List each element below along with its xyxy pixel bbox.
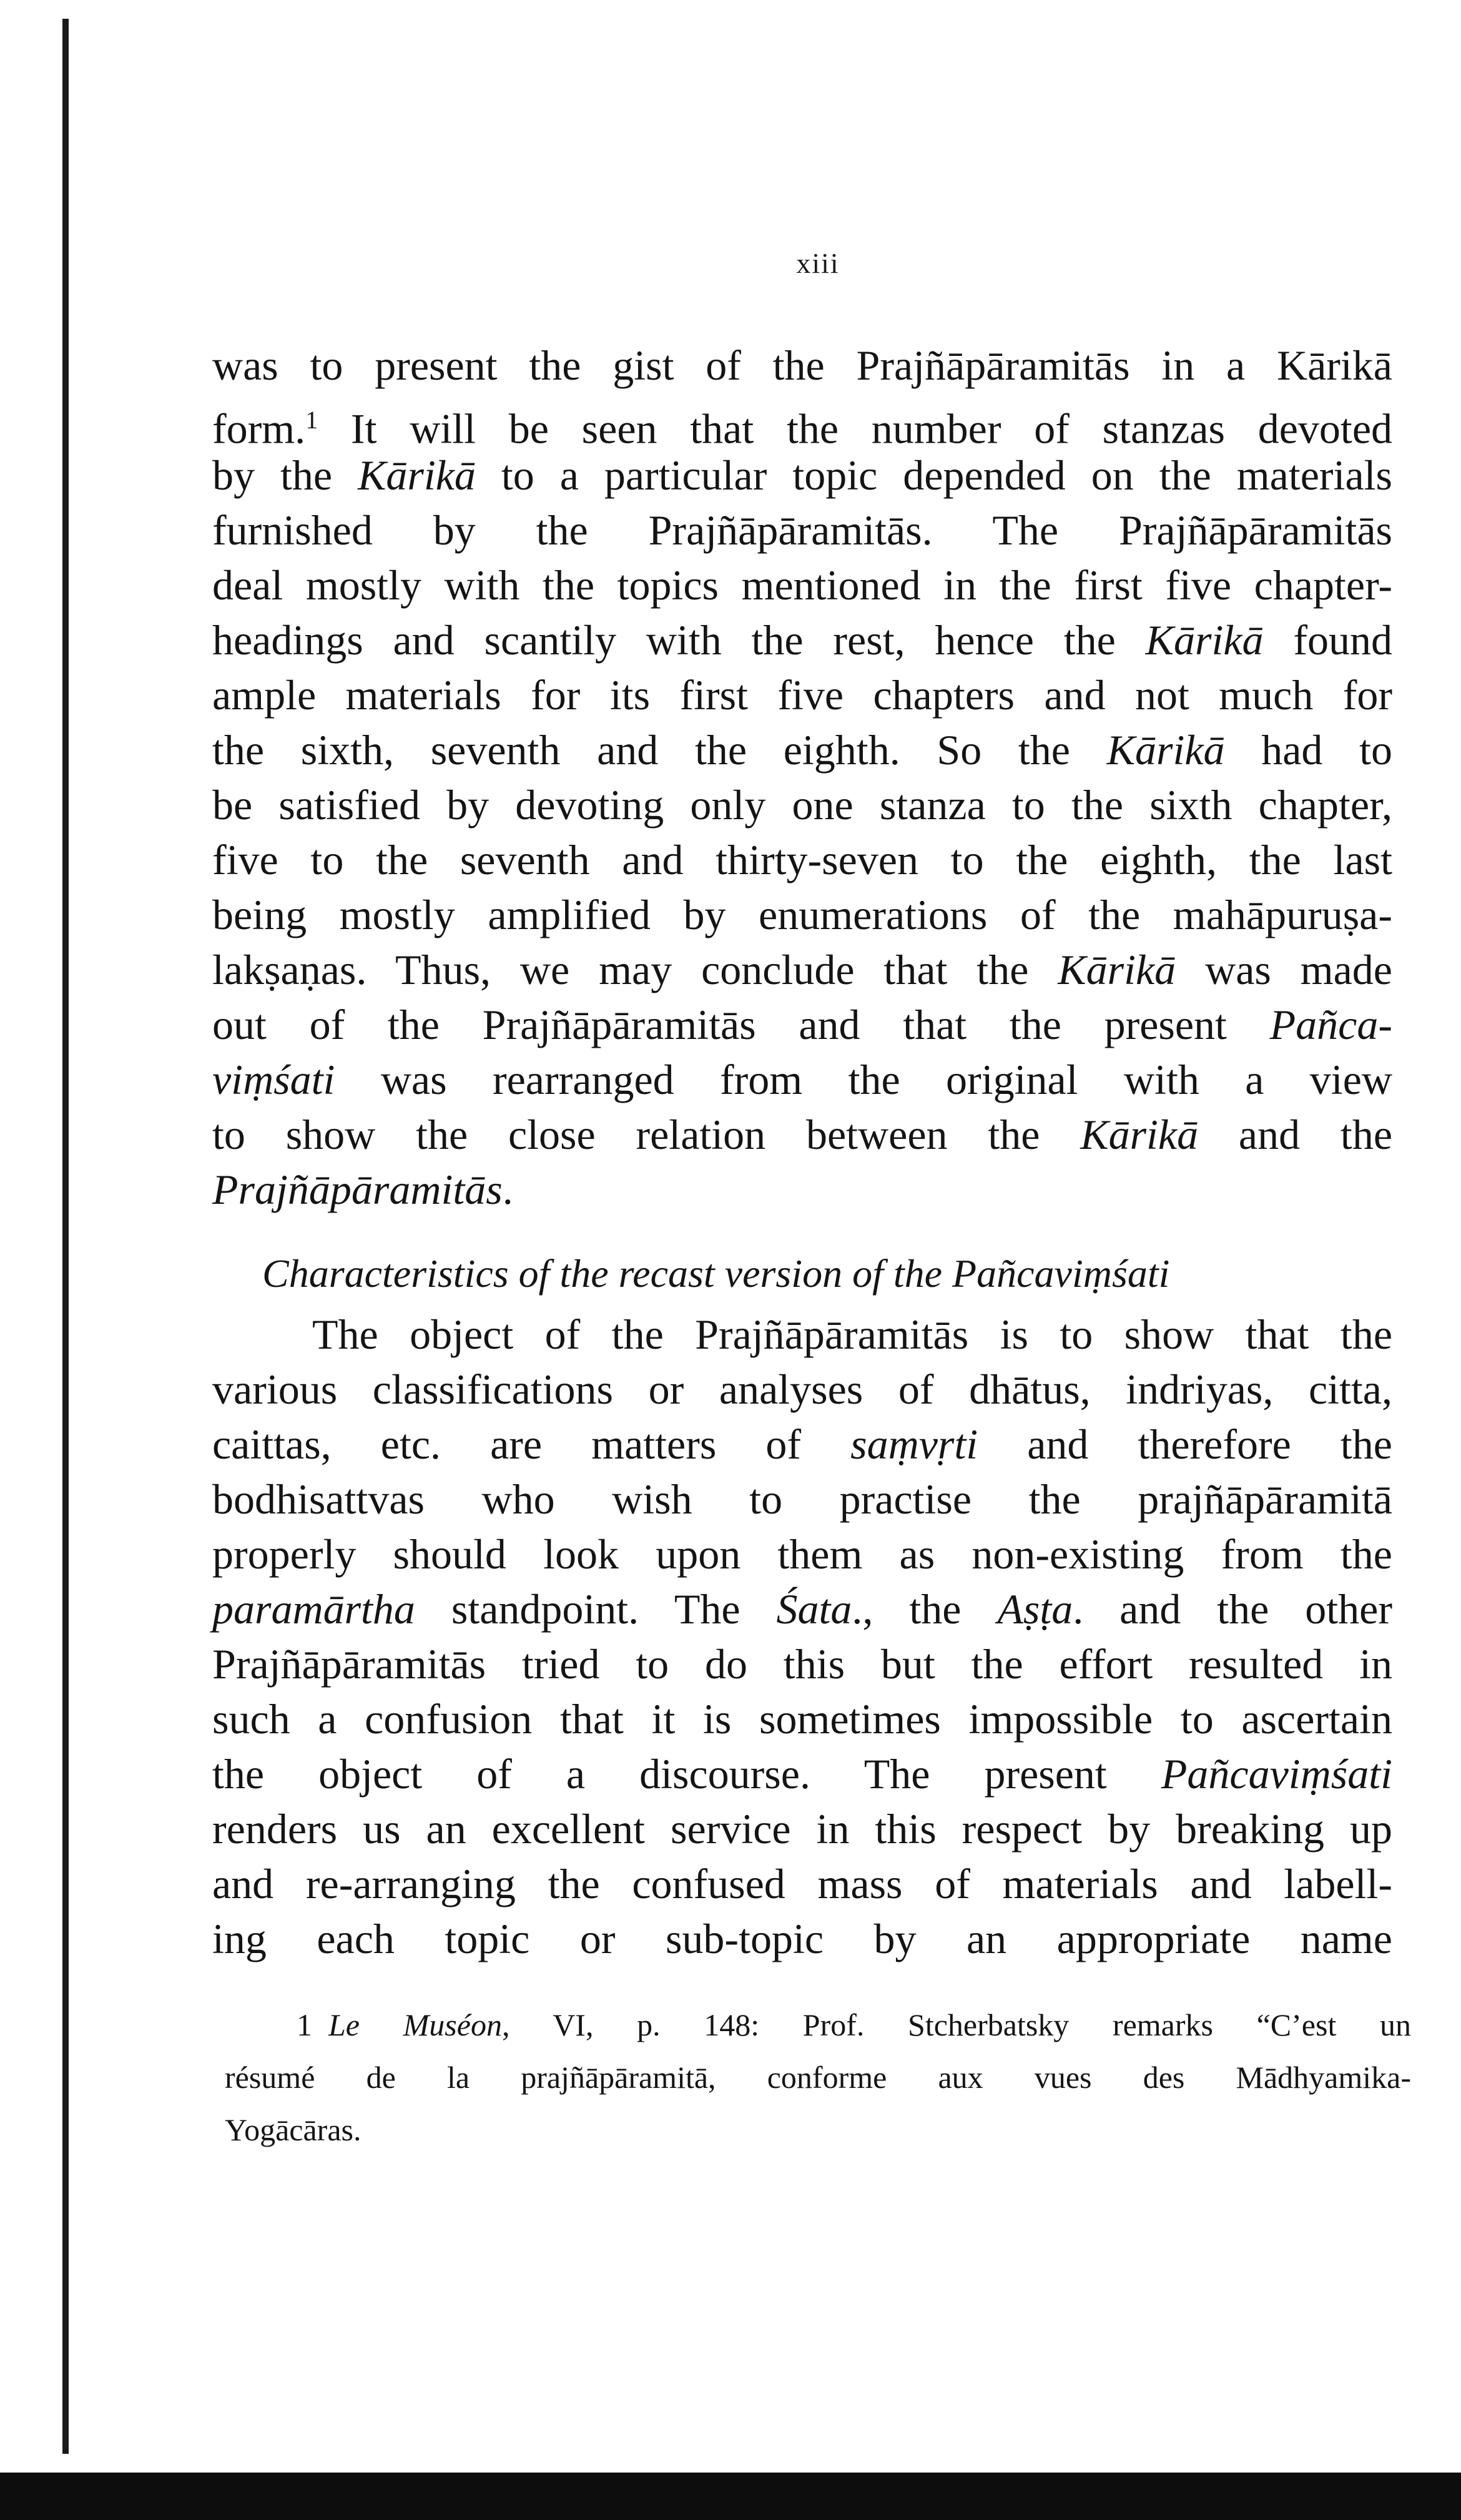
text-line: caittas, etc. are matters of saṃvṛti and therefore the <box>212 1420 1392 1468</box>
text-line: Prajñāpāramitās. <box>212 1166 513 1213</box>
italic-term: Prajñāpāramitās <box>212 1166 503 1213</box>
text-line: to show the close relation between the Kārikā and the <box>212 1111 1392 1158</box>
text-line: by the Kārikā to a particular topic depended on the materials <box>212 451 1392 499</box>
text-line: the sixth, seventh and the eighth. So the Kārikā had to <box>212 726 1393 774</box>
italic-term: Pañcaviṃśati <box>1161 1750 1392 1798</box>
text-line: was to present the gist of the Prajñāpāramitās in a Kārikā <box>212 342 1392 389</box>
text-line: properly should look upon them as non-existing from the <box>212 1530 1392 1578</box>
section-heading: Characteristics of the recast version of the Pañcaviṃśati <box>262 1251 1170 1296</box>
footnote-line: Yogācāras. <box>225 2112 362 2147</box>
page-number: xiii <box>796 247 840 279</box>
footnote-line: résumé de la prajñāpāramitā, conforme aux vues des Mādhyamika- <box>225 2060 1411 2095</box>
scan-bottom-edge <box>0 2473 1461 2520</box>
text-line: bodhisattvas who wish to practise the prajñāpāramitā <box>212 1475 1392 1523</box>
text-line: renders us an excellent service in this respect by breaking up <box>212 1805 1392 1853</box>
text-line: furnished by the Prajñāpāramitās. The Prajñāpāramitās <box>212 506 1392 554</box>
text-line: ing each topic or sub-topic by an appropriate name <box>212 1915 1392 1962</box>
footnote-line <box>297 2000 1411 2050</box>
text-line: lakṣaṇas. Thus, we may conclude that the Kārikā was made <box>212 946 1392 993</box>
italic-term: Aṣṭa <box>997 1585 1073 1633</box>
text-line: The object of the Prajñāpāramitās is to show that the <box>312 1311 1392 1358</box>
text-line: five to the seventh and thirty-seven to the eighth, the last <box>212 836 1392 883</box>
italic-term: viṃśati <box>212 1056 335 1103</box>
text-line: be satisfied by devoting only one stanza to the sixth chapter, <box>212 781 1392 829</box>
text-line: such a confusion that it is sometimes impossible to ascertain <box>212 1695 1392 1743</box>
italic-term: Kārikā <box>358 451 476 499</box>
binding-rule <box>62 19 69 2454</box>
text-line: form.$^1$ It will be seen that the number of stanzas devoted <box>212 405 1392 453</box>
text-line: the object of a discourse. The present Pañcaviṃśati <box>212 1750 1392 1798</box>
text-line: out of the Prajñāpāramitās and that the present Pañca- <box>212 1001 1392 1048</box>
text-line: being mostly amplified by enumerations of the mahāpuruṣa- <box>212 891 1392 938</box>
italic-term: Kārikā <box>1080 1111 1199 1158</box>
footnote-line-text: Le Muséon, VI, p. 148: Prof. Stcherbatsky remarks “C’est un <box>328 2007 1411 2042</box>
italic-term: Kārikā <box>1145 616 1264 664</box>
italic-term: saṃvṛti <box>850 1420 978 1468</box>
footnote-reference: 1 <box>305 406 318 434</box>
text-line: and re-arranging the confused mass of materials and labell- <box>212 1860 1392 1907</box>
italic-term: paramārtha <box>212 1585 415 1633</box>
text-line: viṃśati was rearranged from the original with a view <box>212 1056 1392 1103</box>
text-line: deal mostly with the topics mentioned in the first five chapter- <box>212 561 1392 609</box>
text-line: various classifications or analyses of dhātus, indriyas, citta, <box>212 1366 1392 1413</box>
italic-term: Pañca- <box>1269 1001 1392 1048</box>
footnote-marker: 1 <box>297 2007 312 2042</box>
text-line: ample materials for its first five chapters and not much for <box>212 671 1392 719</box>
text-line: paramārtha standpoint. The Śata., the Aṣṭa. and the other <box>212 1585 1392 1633</box>
italic-term: Kārikā <box>1058 946 1176 993</box>
italic-term: Le Muséon <box>328 2007 502 2042</box>
italic-term: Śata <box>776 1585 852 1633</box>
italic-term: Kārikā <box>1106 726 1225 774</box>
text-line: headings and scantily with the rest, hence the Kārikā found <box>212 616 1392 664</box>
text-line: Prajñāpāramitās tried to do this but the effort resulted in <box>212 1640 1392 1688</box>
